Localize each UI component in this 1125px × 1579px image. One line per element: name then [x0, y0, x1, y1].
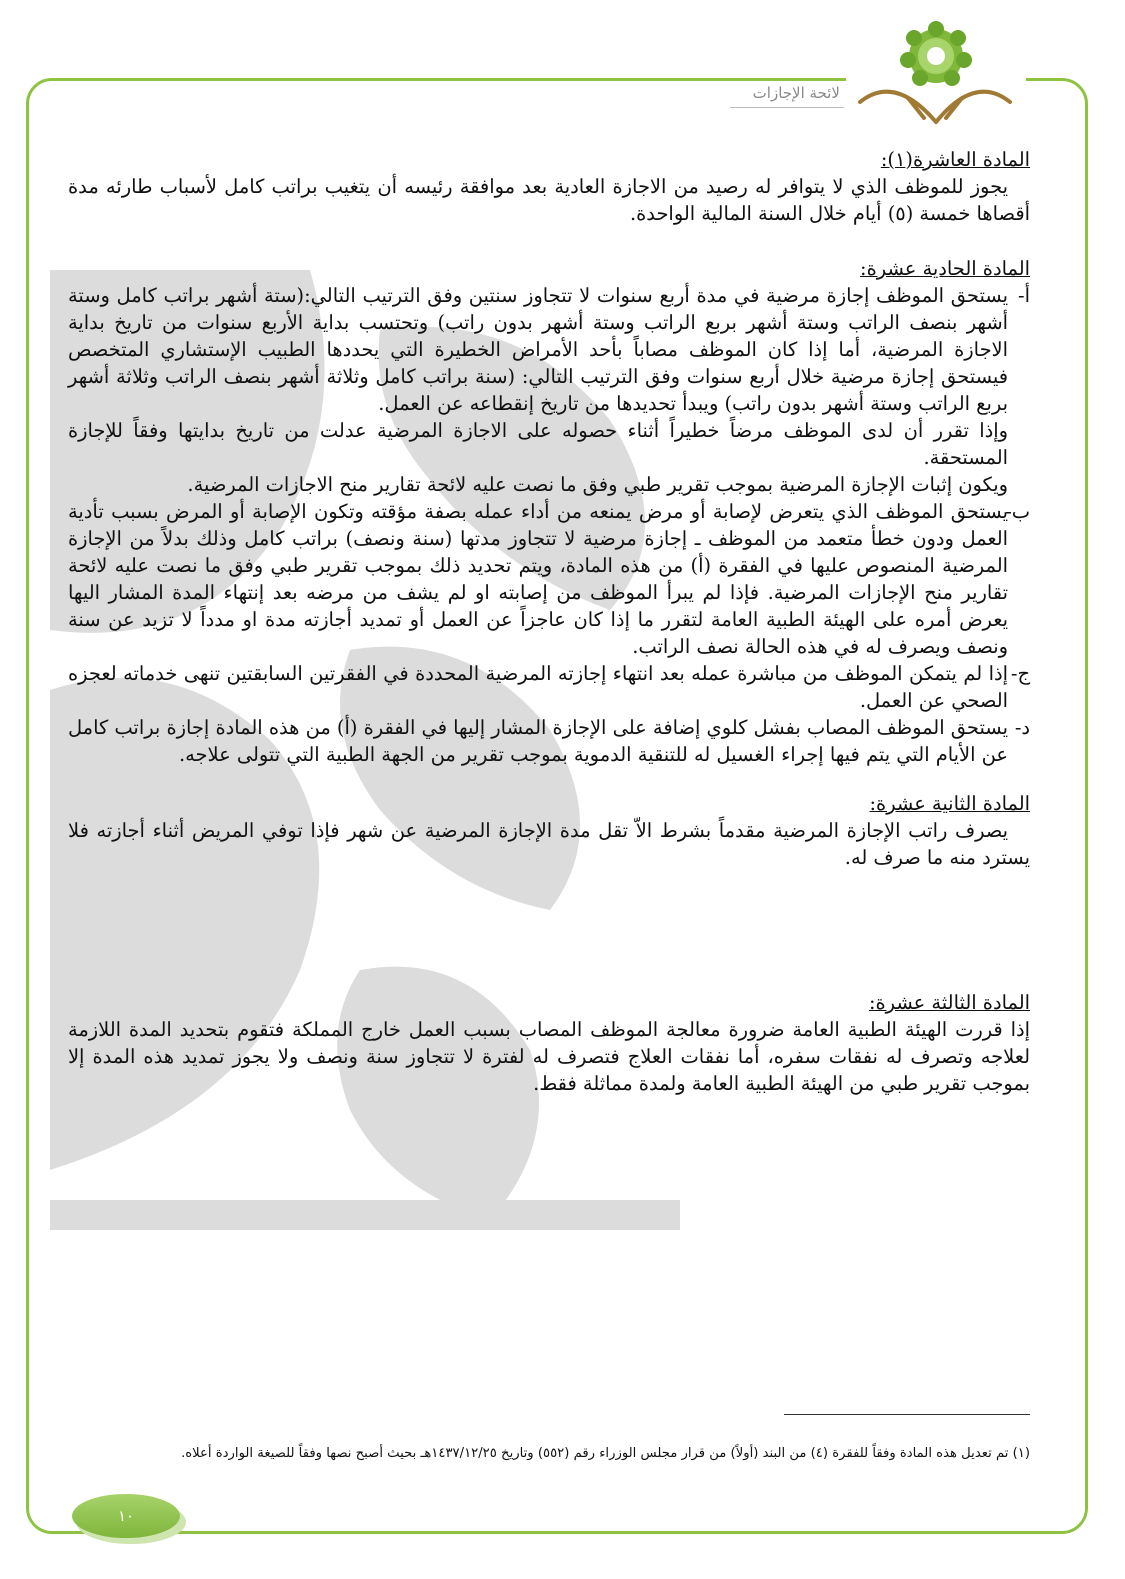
article-11-item-b — [68, 498, 1030, 660]
article-12-paragraph: يصرف راتب الإجازة المرضية مقدماً بشرط الاّ تقل مدة الإجازة المرضية عن شهر فإذا توفي المريض أثناء أجازته فلا يسترد منه ما صرف له. — [68, 819, 1030, 869]
logo-wreath-icon — [900, 21, 972, 86]
item-extra-text: ويكون إثبات الإجازة المرضية بموجب تقرير طبي وفق ما نصت عليه لائحة تقارير منح الاجازات المرضية. — [187, 473, 1008, 496]
footnote-rule — [784, 1414, 1030, 1415]
article-11-item-d — [68, 714, 1030, 768]
organization-logo — [850, 14, 1020, 139]
item-text: يستحق الموظف الذي يتعرض لإصابة أو مرض يمنعه من أداء عمله بصفة مؤقته وتكون الإصابة أو المرض بسبب تأدية العمل ودون خطأ متعمد من الموظف ـ إجازة مرضية لا تتجاوز مدتها (سنة ونصف) براتب كامل وذلك بدلاً من الإجازة المرضية المنصوص عليها في الفقرة (أ) من هذه المادة، ويتم تحديد ذلك بموجب تقرير طبي وفق ما نصت عليه لائحة تقارير منح الإجازات المرضية. فإذا لم يبرأ الموظف من إصابته او لم يشف من مرضه بعد إنتهاء المدة المشار اليها يعرض أمره على الهيئة الطبية العامة لتقرر ما إذا كان عاجزاً عن العمل أو تمديد أجازته مدة او مدداً لا تزيد عن سنة ونصف ويصرف له في هذه الحالة نصف الراتب. — [68, 500, 1008, 658]
item-extra-text: وإذا تقرر أن لدى الموظف مرضاً خطيراً أثناء حصوله على الاجازة المرضية عدلت من تاريخ بدايتها وفقاً للإجازة المستحقة. — [68, 419, 1008, 469]
article-11-item-a — [68, 282, 1030, 498]
article-11-heading: المادة الحادية عشرة: — [860, 257, 1030, 280]
articles-content — [68, 146, 1030, 1097]
item-text: يستحق الموظف إجازة مرضية في مدة أربع سنوات لا تتجاوز سنتين وفق الترتيب التالي:(ستة أشهر براتب كامل وستة أشهر بنصف الراتب وستة أشهر بربع الراتب وستة أشهر بدون راتب) وتحتسب بداية الأربع سنوات من تاريخ بداية الاجازة المرضية، أما إذا كان الموظف مصاباً بأحد الأمراض الخطيرة التي يحددها الطبيب الإستشاري المتخصص فيستحق إجازة مرضية خلال أربع سنوات وفق الترتيب التالي: (سنة براتب كامل وثلاثة أشهر بنصف الراتب وثلاثة أشهر بربع الراتب وستة أشهر بدون راتب) ويبدأ تحديدها من تاريخ إنقطاعه عن العمل. — [68, 284, 1008, 415]
article-10-paragraph: يجوز للموظف الذي لا يتوافر له رصيد من الاجازة العادية بعد موافقة رئيسه أن يتغيب براتب كامل لأسباب طارئه مدة أقصاها خمسة (٥) أيام خلال السنة المالية الواحدة. — [68, 175, 1030, 225]
article-13-heading: المادة الثالثة عشرة: — [868, 991, 1030, 1014]
footnote: (١) تم تعديل هذه المادة وفقاً للفقرة (٤) من البند (أولاً) من قرار مجلس الوزراء رقم (٥٥٢) وتاريخ ١٤٣٧/١٢/٢٥هـ بحيث أصبح نصها وفقاً للصيغة الواردة أعلاه. — [181, 1446, 1030, 1462]
article-10-heading: المادة العاشرة(١): — [880, 148, 1030, 171]
item-marker: ج- — [1010, 662, 1030, 685]
item-marker: د- — [1014, 716, 1030, 739]
header-title: لائحة الإجازات — [752, 84, 840, 102]
item-text: يستحق الموظف المصاب بفشل كلوي إضافة على الإجازة المشار إليها في الفقرة (أ) من هذه المادة إجازة براتب كامل عن الأيام التي يتم فيها إجراء الغسيل له للتنقية الدموية بموجب تقرير من الجهة الطبية التي تتولى علاجه. — [68, 716, 1008, 766]
item-text: إذا لم يتمكن الموظف من مباشرة عمله بعد انتهاء إجازته المرضية المحددة في الفقرتين السابقتين تنهى خدماته لعجزه الصحي عن العمل. — [68, 662, 1008, 712]
article-13-paragraph: إذا قررت الهيئة الطبية العامة ضرورة معالجة الموظف المصاب بسبب العمل خارج المملكة فتقوم بتحديد المدة اللازمة لعلاجه وتصرف له نفقات سفره، أما نفقات العلاج فتصرف له لفترة لا تتجاوز سنة ونصف ولا يجوز تمديد هذه المدة إلا بموجب تقرير طبي من الهيئة الطبية العامة ولمدة مماثلة فقط. — [68, 1018, 1030, 1095]
item-marker: ب- — [1005, 500, 1030, 523]
header-rule — [730, 107, 844, 108]
article-12-heading: المادة الثانية عشرة: — [869, 792, 1030, 815]
item-marker: أ- — [1018, 284, 1030, 307]
page-number: ١٠ — [72, 1494, 180, 1538]
logo-swords-icon — [860, 92, 1010, 122]
article-11-item-c — [68, 660, 1030, 714]
